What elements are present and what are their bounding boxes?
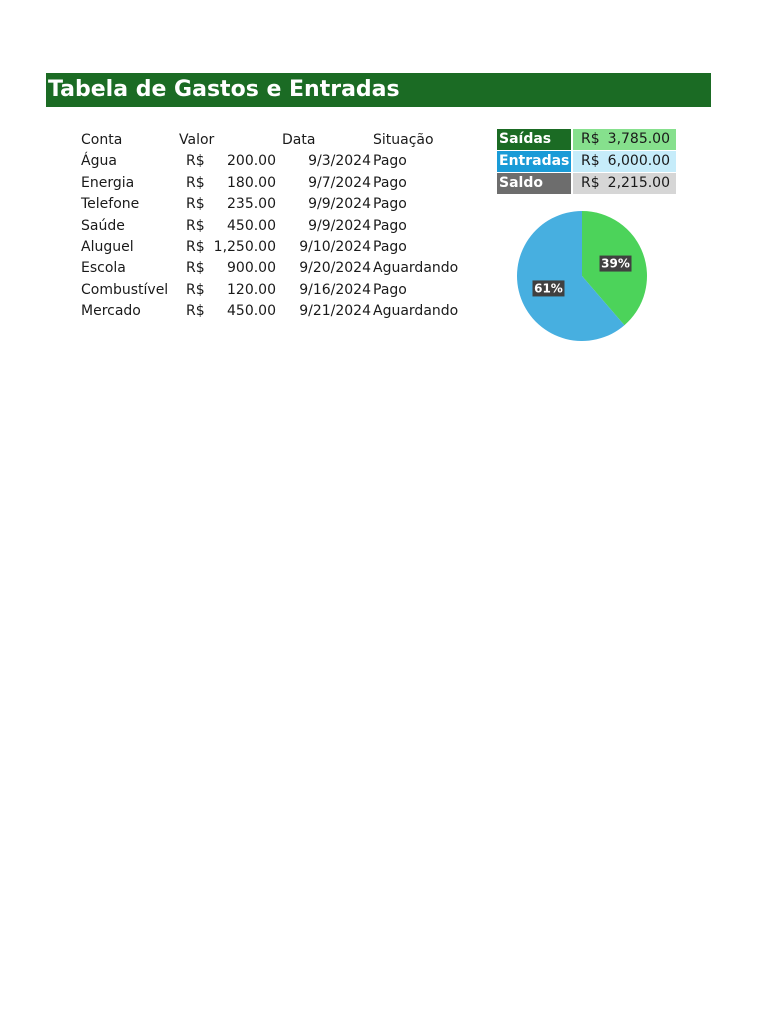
- cell-currency: R$: [186, 196, 205, 213]
- summary-row: [497, 173, 676, 194]
- cell-situacao: Pago: [373, 174, 407, 191]
- cell-data: 9/7/2024: [308, 174, 371, 191]
- pie-chart: [510, 204, 655, 349]
- summary-label: Entradas: [497, 151, 571, 172]
- summary-value: 2,215.00: [607, 175, 670, 191]
- cell-data: 9/16/2024: [299, 281, 371, 298]
- summary-currency: R$: [581, 131, 600, 147]
- summary-value-cell: [573, 173, 676, 194]
- header-conta: Conta: [81, 132, 123, 148]
- cell-conta: Escola: [81, 260, 126, 277]
- cell-situacao: Pago: [373, 281, 407, 298]
- cell-conta: Água: [81, 153, 117, 170]
- summary-box: [497, 129, 676, 195]
- summary-value: 6,000.00: [607, 153, 670, 169]
- cell-data: 9/10/2024: [299, 238, 371, 255]
- cell-valor: 450.00: [227, 303, 276, 320]
- cell-currency: R$: [186, 303, 205, 320]
- cell-situacao: Pago: [373, 238, 407, 255]
- cell-currency: R$: [186, 217, 205, 234]
- page-title: Tabela de Gastos e Entradas: [46, 73, 711, 107]
- cell-conta: Telefone: [81, 196, 140, 213]
- cell-conta: Energia: [81, 174, 135, 191]
- cell-valor: 450.00: [227, 217, 276, 234]
- summary-value: 3,785.00: [607, 131, 670, 147]
- cell-data: 9/21/2024: [299, 303, 371, 320]
- cell-valor: 200.00: [227, 153, 276, 170]
- pie-data-label: 61%: [534, 281, 563, 296]
- cell-conta: Aluguel: [81, 238, 134, 255]
- cell-conta: Saúde: [81, 217, 125, 234]
- summary-row: [497, 151, 676, 172]
- cell-valor: 235.00: [227, 196, 276, 213]
- cell-valor: 180.00: [227, 174, 276, 191]
- cell-situacao: Aguardando: [373, 303, 459, 320]
- header-situacao: Situação: [373, 132, 434, 148]
- cell-situacao: Pago: [373, 196, 407, 213]
- cell-conta: Combustível: [81, 281, 169, 298]
- cell-valor: 1,250.00: [213, 238, 276, 255]
- header-valor: Valor: [179, 132, 215, 148]
- pie-data-label: 39%: [601, 256, 630, 271]
- cell-valor: 120.00: [227, 281, 276, 298]
- cell-data: 9/9/2024: [308, 196, 371, 213]
- cell-currency: R$: [186, 153, 205, 170]
- cell-currency: R$: [186, 281, 205, 298]
- cell-situacao: Pago: [373, 217, 407, 234]
- cell-data: 9/20/2024: [299, 260, 371, 277]
- summary-value-cell: [573, 151, 676, 172]
- cell-data: 9/9/2024: [308, 217, 371, 234]
- cell-conta: Mercado: [81, 303, 141, 320]
- cell-data: 9/3/2024: [308, 153, 371, 170]
- summary-label: Saldo: [497, 173, 571, 194]
- cell-situacao: Pago: [373, 153, 407, 170]
- header-data: Data: [282, 132, 316, 148]
- summary-row: [497, 129, 676, 150]
- summary-value-cell: [573, 129, 676, 150]
- cell-currency: R$: [186, 174, 205, 191]
- cell-currency: R$: [186, 260, 205, 277]
- cell-situacao: Aguardando: [373, 260, 459, 277]
- summary-currency: R$: [581, 175, 600, 191]
- cell-currency: R$: [186, 238, 205, 255]
- summary-label: Saídas: [497, 129, 571, 150]
- cell-valor: 900.00: [227, 260, 276, 277]
- summary-currency: R$: [581, 153, 600, 169]
